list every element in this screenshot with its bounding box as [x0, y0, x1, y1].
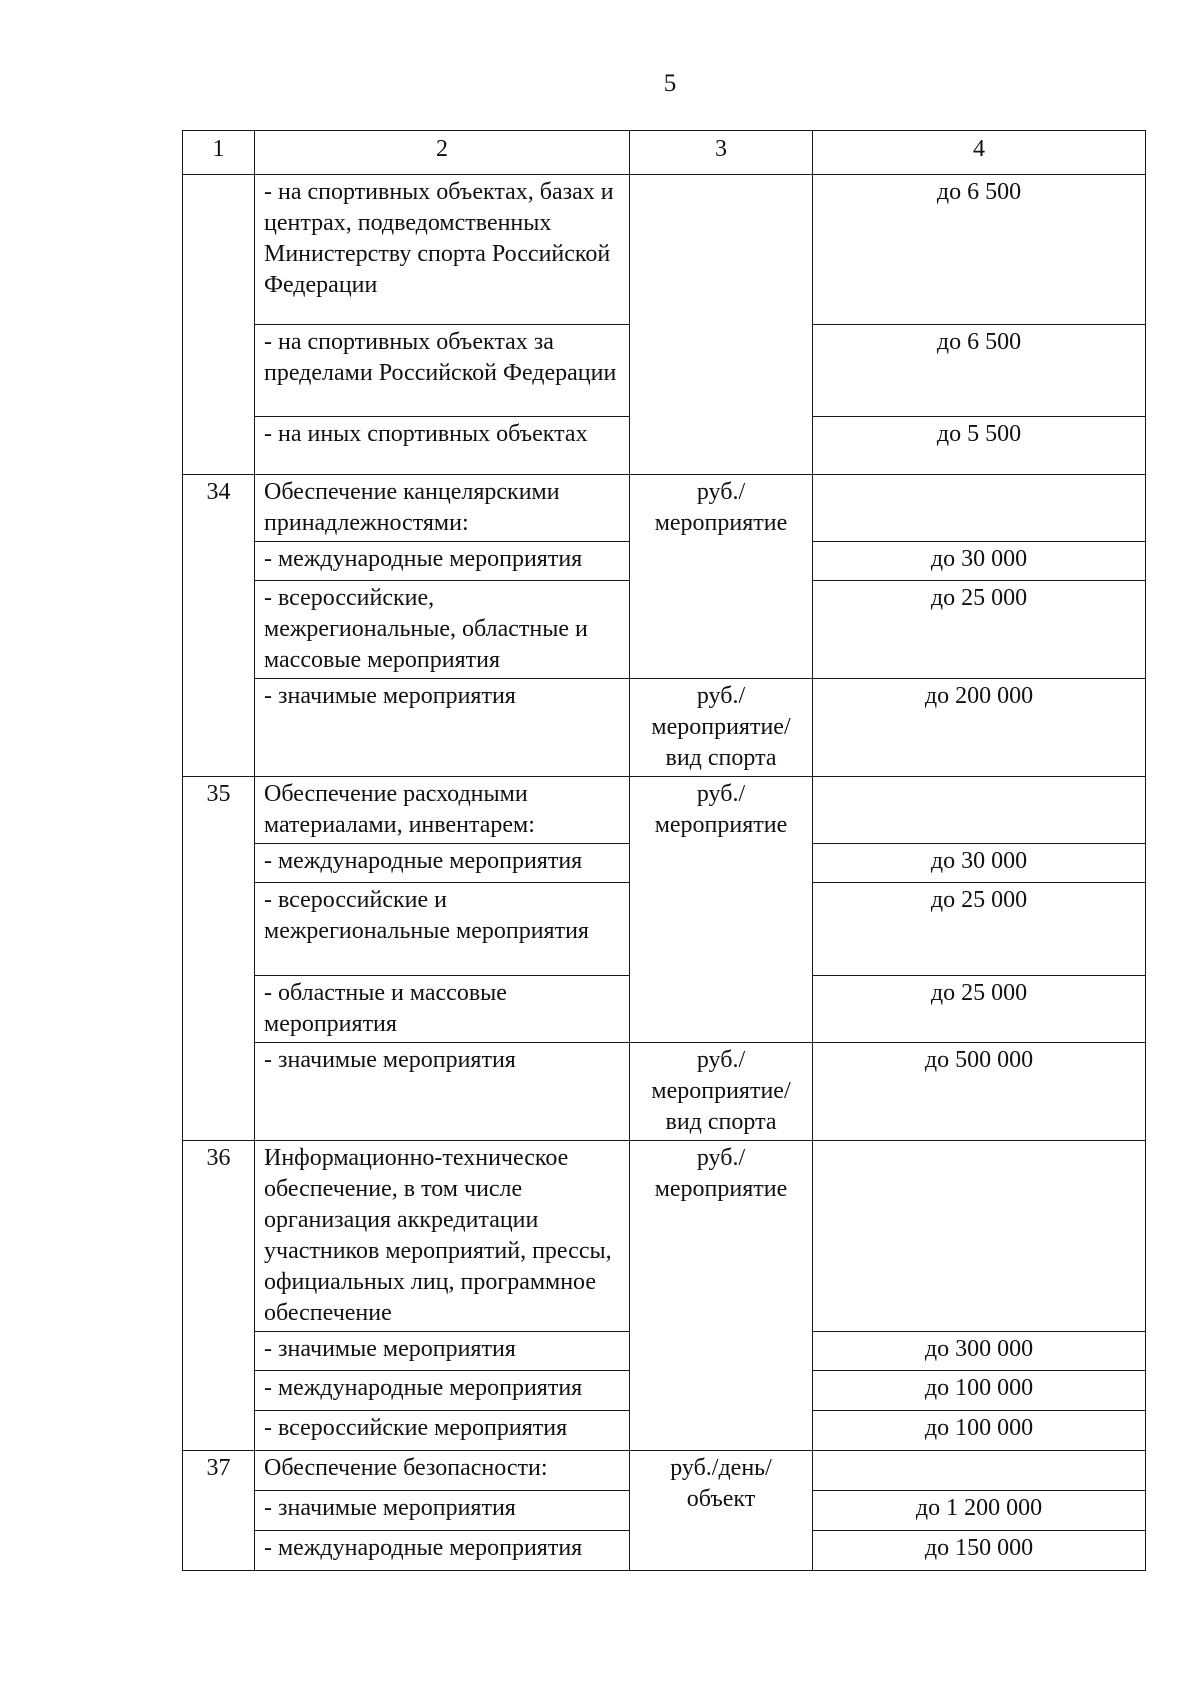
- item-value: до 1 200 000: [813, 1491, 1146, 1531]
- item-number: 36: [183, 1141, 255, 1451]
- item-value: до 25 000: [813, 976, 1146, 1043]
- page-number: 5: [663, 70, 677, 97]
- item-label: - международные мероприятия: [255, 542, 630, 581]
- norms-table: [182, 130, 1146, 1571]
- table-row: [183, 1141, 1146, 1332]
- item-label: - значимые мероприятия: [255, 1043, 630, 1141]
- item-value: до 25 000: [813, 581, 1146, 679]
- item-value: [813, 1451, 1146, 1491]
- item-label: - международные мероприятия: [255, 1371, 630, 1411]
- column-header: 1: [183, 131, 255, 175]
- item-unit: руб./ мероприятие: [630, 1141, 813, 1451]
- item-value: до 300 000: [813, 1332, 1146, 1371]
- item-label: - значимые мероприятия: [255, 679, 630, 777]
- item-value: [813, 475, 1146, 542]
- unit-cell: [630, 175, 813, 475]
- table-row: [183, 679, 1146, 777]
- item-label: - значимые мероприятия: [255, 1332, 630, 1371]
- table-row: [183, 1043, 1146, 1141]
- table-row: [183, 175, 1146, 325]
- item-label: - на иных спортивных объектах: [255, 417, 630, 475]
- table-row: [183, 1451, 1146, 1491]
- item-unit: руб./ мероприятие/ вид спорта: [630, 1043, 813, 1141]
- item-value: до 25 000: [813, 883, 1146, 976]
- item-label: - областные и массовые мероприятия: [255, 976, 630, 1043]
- table-header-row: [183, 131, 1146, 175]
- item-value: до 100 000: [813, 1371, 1146, 1411]
- item-label: - всероссийские и межрегиональные мероприятия: [255, 883, 630, 976]
- item-number: 35: [183, 777, 255, 1141]
- item-label: Обеспечение канцелярскими принадлежностями:: [255, 475, 630, 542]
- item-label: Обеспечение расходными материалами, инвентарем:: [255, 777, 630, 844]
- item-label: - на спортивных объектах, базах и центрах, подведомственных Министерству спорта Российской Федерации: [255, 175, 630, 325]
- item-value: до 500 000: [813, 1043, 1146, 1141]
- item-label: Информационно-техническое обеспечение, в том числе организация аккредитации участников мероприятий, прессы, официальных лиц, программное обеспечение: [255, 1141, 630, 1332]
- column-header: 4: [813, 131, 1146, 175]
- table-row: [183, 475, 1146, 542]
- column-header: 3: [630, 131, 813, 175]
- item-value: до 6 500: [813, 175, 1146, 325]
- item-number: 34: [183, 475, 255, 777]
- item-value: до 5 500: [813, 417, 1146, 475]
- item-label: - международные мероприятия: [255, 1531, 630, 1571]
- table-row: [183, 777, 1146, 844]
- item-value: до 150 000: [813, 1531, 1146, 1571]
- item-label: - значимые мероприятия: [255, 1491, 630, 1531]
- item-value: до 30 000: [813, 844, 1146, 883]
- item-value: до 100 000: [813, 1411, 1146, 1451]
- column-header: 2: [255, 131, 630, 175]
- item-unit: руб./ мероприятие/ вид спорта: [630, 679, 813, 777]
- item-unit: руб./день/ объект: [630, 1451, 813, 1571]
- item-number-cell: [183, 175, 255, 475]
- item-label: - на спортивных объектах за пределами Российской Федерации: [255, 325, 630, 417]
- item-value: до 200 000: [813, 679, 1146, 777]
- item-value: до 6 500: [813, 325, 1146, 417]
- item-number: 37: [183, 1451, 255, 1571]
- item-unit: руб./ мероприятие: [630, 777, 813, 1043]
- item-value: [813, 777, 1146, 844]
- item-unit: руб./ мероприятие: [630, 475, 813, 679]
- item-value: до 30 000: [813, 542, 1146, 581]
- item-label: Обеспечение безопасности:: [255, 1451, 630, 1491]
- item-value: [813, 1141, 1146, 1332]
- item-label: - всероссийские мероприятия: [255, 1411, 630, 1451]
- item-label: - международные мероприятия: [255, 844, 630, 883]
- item-label: - всероссийские, межрегиональные, областные и массовые мероприятия: [255, 581, 630, 679]
